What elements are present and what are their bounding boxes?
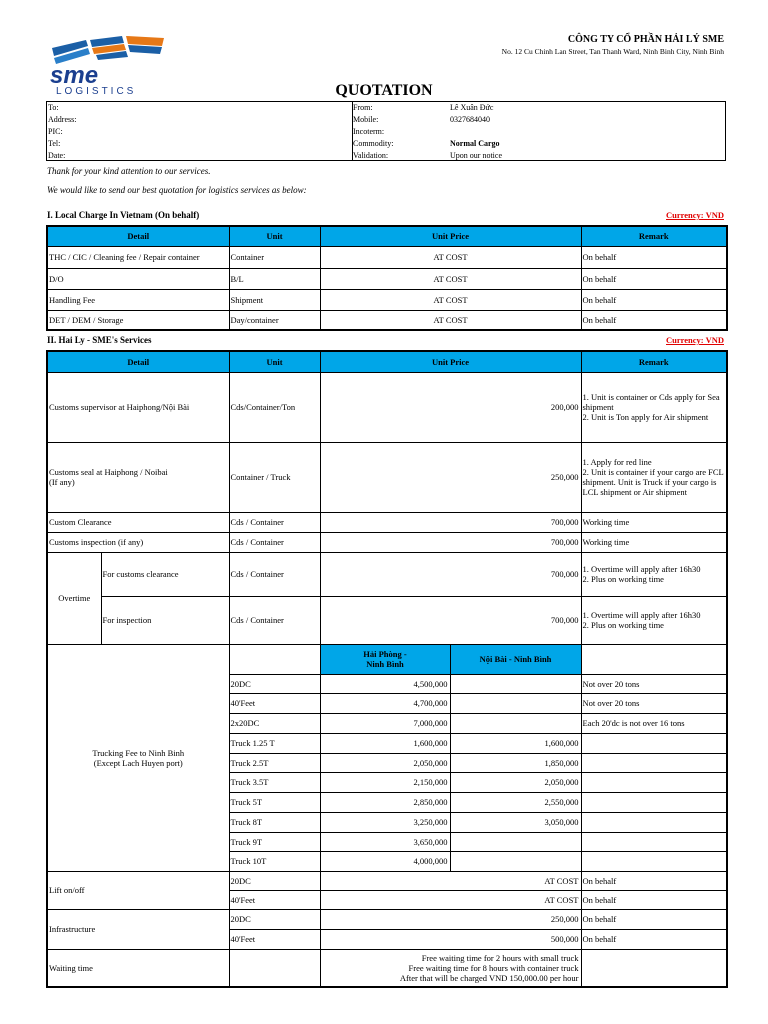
cell-unit: Cds / Container: [229, 512, 320, 532]
section-1-title: I. Local Charge In Vietnam (On behalf): [47, 210, 200, 220]
cell-price: 250,000: [320, 909, 581, 929]
table-row: [47, 442, 727, 512]
table-row: [47, 552, 727, 596]
table-row: [47, 372, 727, 442]
cell-price-nb: [450, 713, 581, 733]
from-value: Lê Xuân Đức: [450, 103, 494, 112]
cell-price: 250,000: [320, 442, 581, 512]
trucking-label: Trucking Fee to Ninh Binh (Except Lach Huyen port): [47, 644, 229, 871]
lift-label: Lift on/off: [47, 871, 229, 909]
to-label: To:: [48, 103, 59, 112]
info-right-values: [450, 102, 502, 162]
cell-remark: 1. Overtime will apply after 16h30 2. Plus on working time: [581, 552, 727, 596]
cell-price: 700,000: [320, 512, 581, 532]
cell-unit: Truck 9T: [229, 832, 320, 851]
cell-price-nb: 1,600,000: [450, 733, 581, 753]
pic-label: PIC:: [48, 127, 63, 136]
cell-remark: Not over 20 tons: [581, 693, 727, 713]
section-2-title: II. Hai Ly - SME's Services: [47, 335, 152, 345]
cell-detail: D/O: [47, 268, 229, 289]
cell-price: 700,000: [320, 552, 581, 596]
cell-detail: For customs clearance: [101, 552, 229, 596]
mobile-label: Mobile:: [353, 115, 379, 124]
table-row: [47, 310, 727, 330]
cell-remark: [581, 812, 727, 832]
cell-price-nb: [450, 693, 581, 713]
table-row: [47, 289, 727, 310]
cell-unit: 20DC: [229, 674, 320, 693]
cell-unit: Truck 5T: [229, 792, 320, 812]
from-label: From:: [353, 103, 373, 112]
cell-remark: On behalf: [581, 871, 727, 890]
svg-text:sme: sme: [50, 62, 99, 89]
cell-remark: [581, 644, 727, 674]
cell-unit: 40'Feet: [229, 890, 320, 909]
cell-price-hp: 1,600,000: [320, 733, 450, 753]
cell-unit: 20DC: [229, 871, 320, 890]
header-detail: Detail: [47, 226, 229, 246]
cell-price-hp: 2,150,000: [320, 772, 450, 792]
cell-price: AT COST: [320, 871, 581, 890]
cell-price-hp: 2,050,000: [320, 753, 450, 772]
header-unit: Unit: [229, 226, 320, 246]
cell-remark: 1. Unit is container or Cds apply for Sea shipment 2. Unit is Ton apply for Air shipment: [581, 372, 727, 442]
table-row: [47, 512, 727, 532]
cell-remark: [581, 832, 727, 851]
cell-price-hp: 4,500,000: [320, 674, 450, 693]
waiting-label: Waiting time: [47, 949, 229, 987]
cell-remark: On behalf: [581, 909, 727, 929]
cell-unit: 2x20DC: [229, 713, 320, 733]
trucking-header-row: [47, 644, 727, 674]
cell-detail: Customs supervisor at Haiphong/Nội Bài: [47, 372, 229, 442]
table-row: [47, 949, 727, 987]
cell-unit: Shipment: [229, 289, 320, 310]
info-box: [46, 101, 726, 161]
cell-unit: [229, 644, 320, 674]
table-row: [47, 909, 727, 929]
cell-price-nb: 2,050,000: [450, 772, 581, 792]
services-table: [46, 350, 728, 988]
validation-value: Upon our notice: [450, 151, 502, 160]
cell-unit: Cds/Container/Ton: [229, 372, 320, 442]
cell-price-nb: [450, 832, 581, 851]
cell-remark: Each 20'dc is not over 16 tons: [581, 713, 727, 733]
table-row: [47, 871, 727, 890]
page-title: QUOTATION: [335, 82, 433, 99]
cell-remark: [581, 733, 727, 753]
header-remark: Remark: [581, 351, 727, 372]
table-row: [47, 246, 727, 268]
info-right-labels: [353, 102, 393, 162]
cell-unit: Truck 2.5T: [229, 753, 320, 772]
section-1-currency: Currency: VND: [666, 210, 724, 220]
cell-unit: 20DC: [229, 909, 320, 929]
company-address: No. 12 Cu Chinh Lan Street, Tan Thanh Ward, Ninh Binh City, Ninh Binh: [501, 47, 724, 56]
cell-unit: Truck 10T: [229, 851, 320, 871]
company-name: CÔNG TY CỔ PHẦN HẢI LÝ SME: [567, 34, 724, 45]
cell-remark: [581, 792, 727, 812]
cell-unit: Day/container: [229, 310, 320, 330]
cell-remark: On behalf: [581, 890, 727, 909]
cell-price-nb: [450, 674, 581, 693]
cell-remark: Not over 20 tons: [581, 674, 727, 693]
table-row: [47, 532, 727, 552]
header-unit-price: Unit Price: [320, 351, 581, 372]
overtime-label: Overtime: [47, 552, 101, 644]
cell-remark: [581, 753, 727, 772]
header-unit-price: Unit Price: [320, 226, 581, 246]
cell-remark: On behalf: [581, 268, 727, 289]
infrastructure-label: Infrastructure: [47, 909, 229, 949]
cell-detail: Handling Fee: [47, 289, 229, 310]
cell-remark: On behalf: [581, 310, 727, 330]
cell-unit: Cds / Container: [229, 552, 320, 596]
cell-remark: On behalf: [581, 929, 727, 949]
cell-detail: Customs seal at Haiphong / Noibai (If any): [47, 442, 229, 512]
cell-unit: [229, 949, 320, 987]
cell-price: AT COST: [320, 268, 581, 289]
cell-unit: Container: [229, 246, 320, 268]
table-header-row: [47, 351, 727, 372]
mobile-value: 0327684040: [450, 115, 490, 124]
table-row: [47, 268, 727, 289]
cell-price-hp: 2,850,000: [320, 792, 450, 812]
cell-price: AT COST: [320, 890, 581, 909]
incoterm-value: [450, 126, 502, 138]
cell-unit: 40'Feet: [229, 693, 320, 713]
cell-remark: 1. Apply for red line 2. Unit is container if your cargo are FCL shipment. Unit is Truck if your cargo is LCL shipment or Air shipment: [581, 442, 727, 512]
waiting-text: Free waiting time for 2 hours with small truck Free waiting time for 8 hours with container truck After that will be charged VND 150,000.00 per hour: [320, 949, 581, 987]
commodity-label: Commodity:: [353, 139, 394, 148]
cell-price: 200,000: [320, 372, 581, 442]
header-remark: Remark: [581, 226, 727, 246]
cell-price-hp: 4,700,000: [320, 693, 450, 713]
cell-price: AT COST: [320, 246, 581, 268]
validation-label: Validation:: [353, 151, 389, 160]
cell-remark: Working time: [581, 532, 727, 552]
header-detail: Detail: [47, 351, 229, 372]
cell-unit: Truck 8T: [229, 812, 320, 832]
cell-price-nb: [450, 851, 581, 871]
cell-price: 500,000: [320, 929, 581, 949]
cell-detail: THC / CIC / Cleaning fee / Repair container: [47, 246, 229, 268]
info-left-labels: [48, 102, 76, 162]
cell-price-hp: 3,250,000: [320, 812, 450, 832]
cell-detail: Customs inspection (if any): [47, 532, 229, 552]
cell-unit: Cds / Container: [229, 532, 320, 552]
cell-remark: On behalf: [581, 289, 727, 310]
address-label: Address:: [48, 115, 77, 124]
svg-text:LOGISTICS: LOGISTICS: [56, 86, 137, 97]
cell-remark: 1. Overtime will apply after 16h30 2. Plus on working time: [581, 596, 727, 644]
cell-price: 700,000: [320, 532, 581, 552]
cell-unit: Truck 1.25 T: [229, 733, 320, 753]
cell-detail: DET / DEM / Storage: [47, 310, 229, 330]
cell-price-nb: 3,050,000: [450, 812, 581, 832]
header-noibai-ninhbinh: Nội Bài - Ninh Bình: [450, 644, 581, 674]
cell-price-nb: 1,850,000: [450, 753, 581, 772]
table-header-row: [47, 226, 727, 246]
cell-remark: [581, 772, 727, 792]
cell-remark: [581, 949, 727, 987]
local-charge-table: [46, 225, 728, 331]
cell-remark: On behalf: [581, 246, 727, 268]
tel-label: Tel:: [48, 139, 61, 148]
cell-unit: 40'Feet: [229, 929, 320, 949]
commodity-value: Normal Cargo: [450, 139, 500, 148]
cell-price-hp: 3,650,000: [320, 832, 450, 851]
cell-unit: Truck 3.5T: [229, 772, 320, 792]
table-row: [47, 596, 727, 644]
cell-detail: Custom Clearance: [47, 512, 229, 532]
intro-line-1: Thank for your kind attention to our services.: [47, 166, 211, 176]
cell-price: 700,000: [320, 596, 581, 644]
cell-remark: [581, 851, 727, 871]
date-label: Date:: [48, 151, 66, 160]
cell-unit: B/L: [229, 268, 320, 289]
cell-price: AT COST: [320, 310, 581, 330]
cell-unit: Cds / Container: [229, 596, 320, 644]
section-2-currency: Currency: VND: [666, 335, 724, 345]
cell-remark: Working time: [581, 512, 727, 532]
header-haiphong-ninhbinh: Hải Phòng - Ninh Bình: [320, 644, 450, 674]
cell-price-nb: 2,550,000: [450, 792, 581, 812]
incoterm-label: Incoterm:: [353, 127, 385, 136]
cell-price: AT COST: [320, 289, 581, 310]
cell-unit: Container / Truck: [229, 442, 320, 512]
cell-detail: For inspection: [101, 596, 229, 644]
cell-price-hp: 4,000,000: [320, 851, 450, 871]
cell-price-hp: 7,000,000: [320, 713, 450, 733]
header-unit: Unit: [229, 351, 320, 372]
intro-line-2: We would like to send our best quotation for logistics services as below:: [47, 185, 307, 195]
